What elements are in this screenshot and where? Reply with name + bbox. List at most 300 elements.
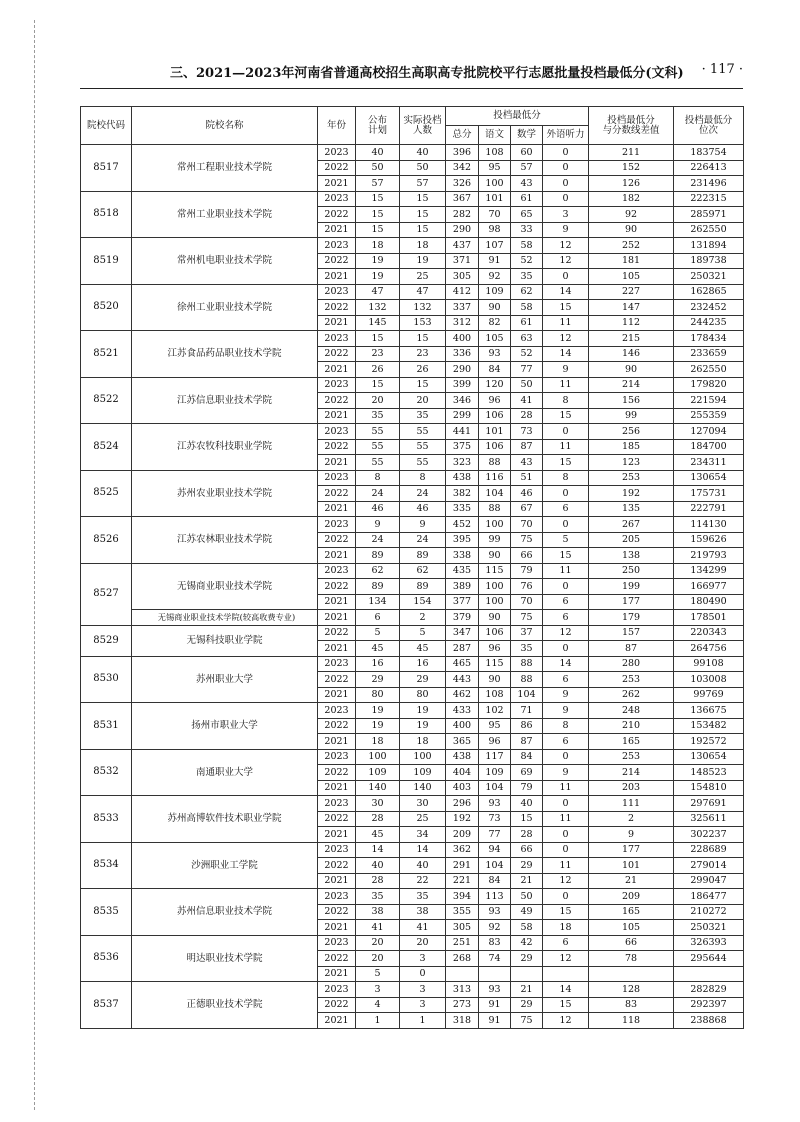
cell-rank: 136675 <box>674 703 744 719</box>
cell-total: 355 <box>446 904 479 920</box>
cell-plan: 19 <box>356 253 400 269</box>
cell-listening: 12 <box>543 238 589 254</box>
cell-chinese: 101 <box>479 424 511 440</box>
cell-diff: 2 <box>589 811 674 827</box>
cell-rank: 233659 <box>674 346 744 362</box>
cell-actual: 62 <box>400 563 446 579</box>
cell-listening: 14 <box>543 982 589 998</box>
cell-total: 433 <box>446 703 479 719</box>
cell-total: 287 <box>446 641 479 657</box>
cell-rank: 189738 <box>674 253 744 269</box>
school-code: 8533 <box>81 796 132 843</box>
cell-year: 2022 <box>318 997 356 1013</box>
cell-math: 67 <box>511 501 543 517</box>
cell-math: 79 <box>511 780 543 796</box>
cell-year: 2023 <box>318 517 356 533</box>
cell-math: 41 <box>511 393 543 409</box>
cell-chinese: 82 <box>479 315 511 331</box>
school-code: 8529 <box>81 625 132 656</box>
cell-actual: 20 <box>400 935 446 951</box>
cell-diff: 253 <box>589 749 674 765</box>
cell-chinese: 113 <box>479 889 511 905</box>
cell-year: 2022 <box>318 718 356 734</box>
cell-plan: 20 <box>356 951 400 967</box>
cell-listening: 0 <box>543 796 589 812</box>
school-name: 苏州农业职业技术学院 <box>132 470 318 517</box>
cell-chinese: 108 <box>479 687 511 703</box>
cell-diff: 99 <box>589 408 674 424</box>
cell-diff: 280 <box>589 656 674 672</box>
cell-listening: 0 <box>543 517 589 533</box>
cell-plan: 28 <box>356 873 400 889</box>
cell-diff: 250 <box>589 563 674 579</box>
cell-chinese: 96 <box>479 393 511 409</box>
cell-listening: 9 <box>543 222 589 238</box>
cell-actual: 153 <box>400 315 446 331</box>
col-header-listening: 外语听力 <box>543 126 589 145</box>
cell-chinese: 109 <box>479 284 511 300</box>
cell-total: 465 <box>446 656 479 672</box>
cell-year: 2021 <box>318 920 356 936</box>
cell-total: 318 <box>446 1013 479 1029</box>
cell-listening: 6 <box>543 935 589 951</box>
col-header-chinese: 语文 <box>479 126 511 145</box>
school-name: 沙洲职业工学院 <box>132 842 318 889</box>
cell-listening: 6 <box>543 672 589 688</box>
table-row <box>81 749 744 765</box>
cell-math: 69 <box>511 765 543 781</box>
cell-plan: 24 <box>356 486 400 502</box>
cell-year: 2022 <box>318 579 356 595</box>
cell-year: 2023 <box>318 796 356 812</box>
cell-math: 46 <box>511 486 543 502</box>
cell-year: 2023 <box>318 982 356 998</box>
cell-rank: 159626 <box>674 532 744 548</box>
cell-total: 347 <box>446 625 479 641</box>
cell-total: 326 <box>446 176 479 192</box>
cell-listening: 9 <box>543 765 589 781</box>
score-table <box>80 106 744 1029</box>
cell-chinese: 109 <box>479 765 511 781</box>
cell-actual: 89 <box>400 548 446 564</box>
cell-chinese: 90 <box>479 610 511 626</box>
cell-rank: 326393 <box>674 935 744 951</box>
cell-plan: 19 <box>356 718 400 734</box>
school-code: 8517 <box>81 145 132 192</box>
school-code: 8536 <box>81 935 132 982</box>
cell-diff: 227 <box>589 284 674 300</box>
cell-actual: 24 <box>400 532 446 548</box>
cell-chinese: 117 <box>479 749 511 765</box>
cell-rank <box>674 966 744 982</box>
cell-listening: 11 <box>543 377 589 393</box>
cell-math: 28 <box>511 408 543 424</box>
cell-rank: 127094 <box>674 424 744 440</box>
cell-diff: 214 <box>589 765 674 781</box>
school-name: 常州工程职业技术学院 <box>132 145 318 192</box>
cell-math: 15 <box>511 811 543 827</box>
cell-year: 2021 <box>318 780 356 796</box>
cell-plan: 9 <box>356 517 400 533</box>
col-header-math: 数学 <box>511 126 543 145</box>
cell-math: 52 <box>511 346 543 362</box>
cell-chinese: 116 <box>479 470 511 486</box>
cell-year: 2021 <box>318 827 356 843</box>
cell-chinese: 98 <box>479 222 511 238</box>
cell-diff: 182 <box>589 191 674 207</box>
cell-diff: 181 <box>589 253 674 269</box>
cell-rank: 114130 <box>674 517 744 533</box>
cell-actual: 26 <box>400 362 446 378</box>
cell-rank: 148523 <box>674 765 744 781</box>
cell-rank: 99108 <box>674 656 744 672</box>
cell-actual: 41 <box>400 920 446 936</box>
cell-plan: 80 <box>356 687 400 703</box>
cell-rank: 103008 <box>674 672 744 688</box>
cell-actual: 47 <box>400 284 446 300</box>
cell-year: 2021 <box>318 362 356 378</box>
cell-total: 443 <box>446 672 479 688</box>
cell-actual: 16 <box>400 656 446 672</box>
cell-diff: 21 <box>589 873 674 889</box>
cell-total: 365 <box>446 734 479 750</box>
cell-actual: 1 <box>400 1013 446 1029</box>
cell-chinese: 120 <box>479 377 511 393</box>
cell-actual: 23 <box>400 346 446 362</box>
cell-diff: 157 <box>589 625 674 641</box>
cell-total: 404 <box>446 765 479 781</box>
cell-rank: 255359 <box>674 408 744 424</box>
col-header-rank <box>674 107 744 145</box>
table-row <box>81 842 744 858</box>
school-code: 8526 <box>81 517 132 564</box>
cell-total: 291 <box>446 858 479 874</box>
cell-actual: 19 <box>400 703 446 719</box>
cell-diff: 185 <box>589 439 674 455</box>
table-row <box>81 377 744 393</box>
col-header-plan-line1: 公布 <box>367 115 387 126</box>
col-header-diff-line2: 与分数线差值 <box>602 124 660 136</box>
cell-actual: 3 <box>400 982 446 998</box>
cell-chinese: 105 <box>479 331 511 347</box>
cell-total: 209 <box>446 827 479 843</box>
cell-rank: 99769 <box>674 687 744 703</box>
cell-chinese: 73 <box>479 811 511 827</box>
cell-math: 75 <box>511 610 543 626</box>
cell-plan: 40 <box>356 858 400 874</box>
school-name: 扬州市职业大学 <box>132 703 318 750</box>
cell-year: 2021 <box>318 594 356 610</box>
cell-total: 375 <box>446 439 479 455</box>
cell-plan: 57 <box>356 176 400 192</box>
cell-rank: 186477 <box>674 889 744 905</box>
cell-plan: 29 <box>356 672 400 688</box>
cell-listening: 14 <box>543 346 589 362</box>
cell-rank: 231496 <box>674 176 744 192</box>
cell-year: 2023 <box>318 889 356 905</box>
school-name: 南通职业大学 <box>132 749 318 796</box>
cell-diff: 248 <box>589 703 674 719</box>
cell-chinese: 91 <box>479 253 511 269</box>
cell-chinese <box>479 966 511 982</box>
cell-rank: 222315 <box>674 191 744 207</box>
cell-rank: 221594 <box>674 393 744 409</box>
cell-actual: 20 <box>400 393 446 409</box>
cell-year: 2021 <box>318 734 356 750</box>
cell-diff: 126 <box>589 176 674 192</box>
cell-total: 452 <box>446 517 479 533</box>
cell-total: 335 <box>446 501 479 517</box>
cell-year: 2022 <box>318 486 356 502</box>
cell-rank: 162865 <box>674 284 744 300</box>
cell-chinese: 93 <box>479 796 511 812</box>
cell-total: 305 <box>446 269 479 285</box>
cell-chinese: 93 <box>479 982 511 998</box>
cell-rank: 232452 <box>674 300 744 316</box>
col-header-rank-line2: 位次 <box>699 124 719 136</box>
cell-actual: 35 <box>400 408 446 424</box>
cell-rank: 226413 <box>674 160 744 176</box>
cell-rank: 130654 <box>674 749 744 765</box>
cell-actual: 50 <box>400 160 446 176</box>
cell-plan: 35 <box>356 408 400 424</box>
cell-chinese: 95 <box>479 718 511 734</box>
cell-diff: 179 <box>589 610 674 626</box>
cell-year: 2022 <box>318 625 356 641</box>
cell-math: 70 <box>511 517 543 533</box>
cell-total: 394 <box>446 889 479 905</box>
cell-total: 251 <box>446 935 479 951</box>
cell-actual: 18 <box>400 238 446 254</box>
cell-diff: 256 <box>589 424 674 440</box>
cell-total: 403 <box>446 780 479 796</box>
table-row <box>81 982 744 998</box>
school-code: 8524 <box>81 424 132 471</box>
col-header-rank-line1: 投档最低分 <box>684 115 733 126</box>
cell-chinese: 93 <box>479 904 511 920</box>
cell-chinese: 91 <box>479 997 511 1013</box>
cell-total: 337 <box>446 300 479 316</box>
cell-actual: 19 <box>400 253 446 269</box>
cell-actual: 15 <box>400 222 446 238</box>
cell-plan: 3 <box>356 982 400 998</box>
cell-math: 104 <box>511 687 543 703</box>
cell-actual: 35 <box>400 889 446 905</box>
cell-year: 2022 <box>318 951 356 967</box>
cell-diff: 112 <box>589 315 674 331</box>
cell-year: 2021 <box>318 873 356 889</box>
cell-chinese: 102 <box>479 703 511 719</box>
cell-diff: 177 <box>589 594 674 610</box>
cell-chinese: 100 <box>479 176 511 192</box>
cell-math: 51 <box>511 470 543 486</box>
cell-chinese: 106 <box>479 625 511 641</box>
cell-plan: 55 <box>356 424 400 440</box>
school-code: 8535 <box>81 889 132 936</box>
cell-year: 2022 <box>318 439 356 455</box>
cell-plan: 15 <box>356 377 400 393</box>
cell-actual: 25 <box>400 811 446 827</box>
cell-chinese: 99 <box>479 532 511 548</box>
cell-actual: 89 <box>400 579 446 595</box>
cell-total: 438 <box>446 470 479 486</box>
cell-chinese: 104 <box>479 780 511 796</box>
school-name: 常州机电职业技术学院 <box>132 238 318 285</box>
cell-plan: 46 <box>356 501 400 517</box>
cell-total: 437 <box>446 238 479 254</box>
cell-math: 86 <box>511 718 543 734</box>
table-row <box>81 238 744 254</box>
cell-math: 66 <box>511 548 543 564</box>
cell-listening: 11 <box>543 315 589 331</box>
table-row <box>81 284 744 300</box>
cell-listening: 15 <box>543 904 589 920</box>
cell-rank: 179820 <box>674 377 744 393</box>
cell-listening: 3 <box>543 207 589 223</box>
col-header-actual-line1: 实际投档 <box>403 115 442 126</box>
cell-chinese: 93 <box>479 346 511 362</box>
cell-total: 273 <box>446 997 479 1013</box>
cell-plan: 89 <box>356 548 400 564</box>
school-code: 8537 <box>81 982 132 1029</box>
cell-chinese: 100 <box>479 517 511 533</box>
cell-total: 336 <box>446 346 479 362</box>
cell-total: 400 <box>446 718 479 734</box>
cell-diff: 146 <box>589 346 674 362</box>
cell-plan: 30 <box>356 796 400 812</box>
cell-diff: 192 <box>589 486 674 502</box>
cell-total: 312 <box>446 315 479 331</box>
cell-diff: 165 <box>589 734 674 750</box>
col-header-diff-line1: 投档最低分 <box>607 115 655 126</box>
cell-math: 75 <box>511 532 543 548</box>
cell-actual: 109 <box>400 765 446 781</box>
cell-rank: 220343 <box>674 625 744 641</box>
cell-total: 221 <box>446 873 479 889</box>
cell-rank: 264756 <box>674 641 744 657</box>
cell-year: 2023 <box>318 191 356 207</box>
cell-math: 61 <box>511 191 543 207</box>
cell-chinese: 90 <box>479 300 511 316</box>
cell-total: 346 <box>446 393 479 409</box>
cell-math: 35 <box>511 269 543 285</box>
cell-actual: 29 <box>400 672 446 688</box>
cell-year: 2023 <box>318 470 356 486</box>
cell-plan: 5 <box>356 966 400 982</box>
page-number: · 117 · <box>701 62 743 77</box>
col-header-diff <box>589 107 674 145</box>
cell-listening: 8 <box>543 718 589 734</box>
cell-actual: 9 <box>400 517 446 533</box>
cell-chinese: 106 <box>479 408 511 424</box>
page-title: 三、2021—2023年河南省普通高校招生高职高专批院校平行志愿批量投档最低分(文科) <box>170 66 684 81</box>
cell-math: 70 <box>511 594 543 610</box>
cell-plan: 100 <box>356 749 400 765</box>
cell-chinese: 77 <box>479 827 511 843</box>
cell-diff: 252 <box>589 238 674 254</box>
table-row <box>81 889 744 905</box>
cell-listening: 0 <box>543 191 589 207</box>
cell-total: 462 <box>446 687 479 703</box>
cell-listening: 6 <box>543 610 589 626</box>
cell-actual: 80 <box>400 687 446 703</box>
cell-listening: 12 <box>543 951 589 967</box>
cell-listening: 8 <box>543 470 589 486</box>
cell-total: 389 <box>446 579 479 595</box>
col-header-plan-line2: 计划 <box>367 124 387 136</box>
cell-math: 73 <box>511 424 543 440</box>
cell-math: 35 <box>511 641 543 657</box>
cell-plan: 40 <box>356 145 400 161</box>
page-header <box>80 62 743 86</box>
cell-math: 50 <box>511 377 543 393</box>
cell-diff: 209 <box>589 889 674 905</box>
cell-listening: 6 <box>543 501 589 517</box>
cell-total: 377 <box>446 594 479 610</box>
cell-plan: 26 <box>356 362 400 378</box>
cell-rank: 299047 <box>674 873 744 889</box>
cell-math: 58 <box>511 300 543 316</box>
cell-year: 2023 <box>318 935 356 951</box>
cell-chinese: 88 <box>479 455 511 471</box>
school-name: 常州工业职业技术学院 <box>132 191 318 238</box>
cell-actual: 19 <box>400 718 446 734</box>
cell-plan: 18 <box>356 734 400 750</box>
cell-diff: 210 <box>589 718 674 734</box>
cell-total: 268 <box>446 951 479 967</box>
cell-actual: 15 <box>400 377 446 393</box>
cell-rank: 192572 <box>674 734 744 750</box>
col-header-actual <box>400 107 446 145</box>
cell-math: 65 <box>511 207 543 223</box>
cell-math: 77 <box>511 362 543 378</box>
cell-total: 192 <box>446 811 479 827</box>
col-header-total: 总分 <box>446 126 479 145</box>
cell-year: 2022 <box>318 858 356 874</box>
school-code: 8534 <box>81 842 132 889</box>
cell-year: 2022 <box>318 672 356 688</box>
school-name: 苏州高博软件技术职业学院 <box>132 796 318 843</box>
cell-year: 2023 <box>318 749 356 765</box>
table-row <box>81 517 744 533</box>
cell-listening: 15 <box>543 997 589 1013</box>
cell-total: 382 <box>446 486 479 502</box>
cell-total: 338 <box>446 548 479 564</box>
cell-diff: 101 <box>589 858 674 874</box>
cell-rank: 153482 <box>674 718 744 734</box>
cell-diff: 203 <box>589 780 674 796</box>
cell-total: 400 <box>446 331 479 347</box>
cell-year: 2023 <box>318 424 356 440</box>
table-row <box>81 625 744 641</box>
cell-actual: 5 <box>400 625 446 641</box>
cell-actual: 34 <box>400 827 446 843</box>
school-code: 8522 <box>81 377 132 424</box>
cell-actual: 140 <box>400 780 446 796</box>
school-name: 江苏农林职业技术学院 <box>132 517 318 564</box>
cell-year: 2022 <box>318 253 356 269</box>
cell-plan: 23 <box>356 346 400 362</box>
cell-math: 58 <box>511 238 543 254</box>
cell-actual: 15 <box>400 191 446 207</box>
cell-math: 21 <box>511 982 543 998</box>
cell-year: 2022 <box>318 811 356 827</box>
cell-plan: 18 <box>356 238 400 254</box>
cell-rank: 325611 <box>674 811 744 827</box>
cell-rank: 292397 <box>674 997 744 1013</box>
cell-math: 60 <box>511 145 543 161</box>
cell-diff: 262 <box>589 687 674 703</box>
